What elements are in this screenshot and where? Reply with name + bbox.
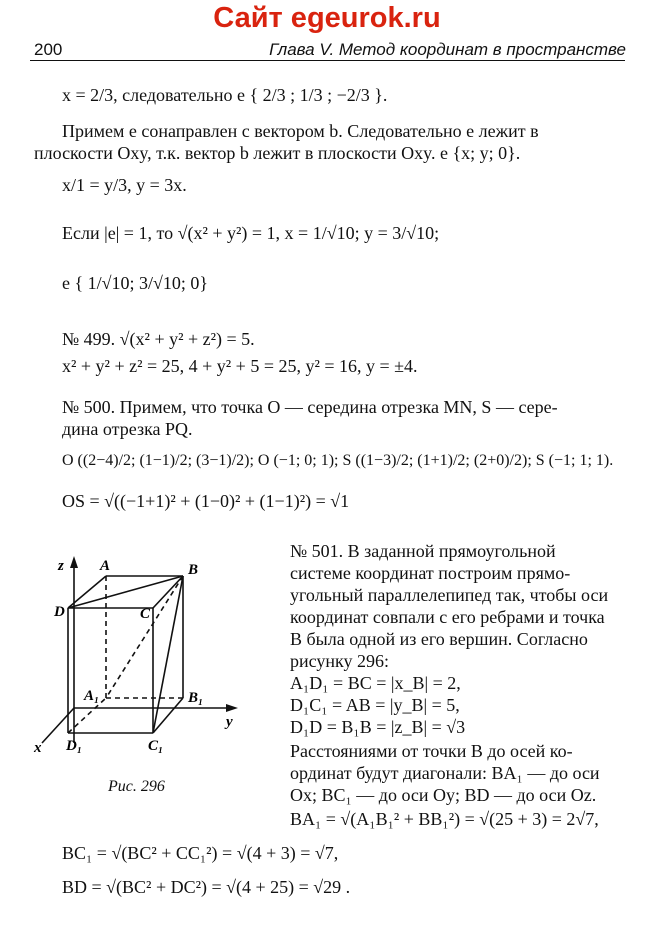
problem-501: № 501. В заданной прямоугольной bbox=[290, 541, 556, 561]
text-line-21: D₁D = B₁B = |z_B| = √3 bbox=[290, 717, 466, 737]
text-line-5: Если |e| = 1, то √(x² + y²) = 1, x = 1/√10; y = 3/√10; bbox=[62, 223, 440, 243]
text-line-20: D₁C₁ = AB = |y_B| = 5, bbox=[290, 695, 460, 715]
text-line-16: координат совпали с его ребрами и точка bbox=[290, 607, 605, 627]
text-line-14: системе координат построим прямо- bbox=[290, 563, 571, 583]
chapter-title: Глава V. Метод координат в пространстве bbox=[269, 40, 626, 59]
label-B: B bbox=[188, 562, 199, 578]
page-number: 200 bbox=[34, 40, 63, 59]
text-line-4: x/1 = y/3, y = 3x. bbox=[62, 175, 187, 195]
label-C1: C₁ bbox=[148, 738, 164, 754]
text-line-27: BD = √(BC² + DC²) = √(4 + 25) = √29 . bbox=[62, 877, 351, 897]
problem-499: № 499. √(x² + y² + z²) = 5. bbox=[62, 329, 255, 349]
text-line-11: O ((2−4)/2; (1−1)/2; (3−1)/2); O (−1; 0; 1); S ((1−3)/2; (1+1)/2; (2+0)/2); S (−1; 1; 1). bbox=[62, 452, 614, 469]
header-rule bbox=[30, 60, 625, 61]
text-line-10: дина отрезка PQ. bbox=[62, 419, 193, 439]
text-line-8: x² + y² + z² = 25, 4 + y² + 5 = 25, y² = 16, y = ±4. bbox=[62, 356, 418, 376]
label-A: A bbox=[100, 558, 111, 574]
text-line-6: e { 1/√10; 3/√10; 0} bbox=[62, 273, 209, 293]
label-B1: B₁ bbox=[188, 690, 204, 706]
text-line-17: B была одной из его вершин. Согласно bbox=[290, 629, 588, 649]
figure-caption: Рис. 296 bbox=[108, 778, 165, 795]
label-z: z bbox=[58, 558, 64, 574]
text-line-12: OS = √((−1+1)² + (1−0)² + (1−1)²) = √1 bbox=[62, 491, 350, 511]
text-line-23: ординат будут диагонали: BA₁ — до оси bbox=[290, 763, 600, 783]
problem-500: № 500. Примем, что точка O — середина отрезка MN, S — сере- bbox=[62, 397, 558, 417]
label-x: x bbox=[34, 740, 42, 756]
text-line-3: плоскости Oxy, т.к. вектор b лежит в плоскости Oxy. e {x; y; 0}. bbox=[34, 143, 521, 163]
label-A1: A₁ bbox=[84, 688, 100, 704]
text-line-1: x = 2/3, следовательно e { 2/3 ; 1/3 ; −2/3 }. bbox=[62, 85, 388, 105]
z-axis-arrow bbox=[70, 556, 78, 568]
y-axis-arrow bbox=[226, 704, 238, 712]
label-D: D bbox=[54, 604, 65, 620]
label-C: C bbox=[140, 606, 151, 622]
diagonal-BD bbox=[68, 576, 183, 608]
site-watermark: Сайт egeurok.ru bbox=[213, 2, 441, 34]
text-line-24: Ox; BC₁ — до оси Oy; BD — до оси Oz. bbox=[290, 785, 597, 805]
text-line-19: A₁D₁ = BC = |x_B| = 2, bbox=[290, 673, 461, 693]
text-line-2: Примем e сонаправлен с вектором b. Следовательно e лежит в bbox=[62, 121, 539, 141]
label-D1: D₁ bbox=[66, 738, 83, 754]
label-y: y bbox=[226, 714, 233, 730]
text-line-26: BC₁ = √(BC² + CC₁²) = √(4 + 3) = √7, bbox=[62, 843, 339, 863]
text-line-22: Расстояниями от точки B до осей ко- bbox=[290, 741, 573, 761]
text-line-15: угольный параллелепипед так, чтобы оси bbox=[290, 585, 609, 605]
figure-parallelepiped bbox=[28, 548, 253, 763]
text-line-25: BA₁ = √(A₁B₁² + BB₁²) = √(25 + 3) = 2√7, bbox=[290, 809, 599, 829]
text-line-18: рисунку 296: bbox=[290, 651, 390, 671]
